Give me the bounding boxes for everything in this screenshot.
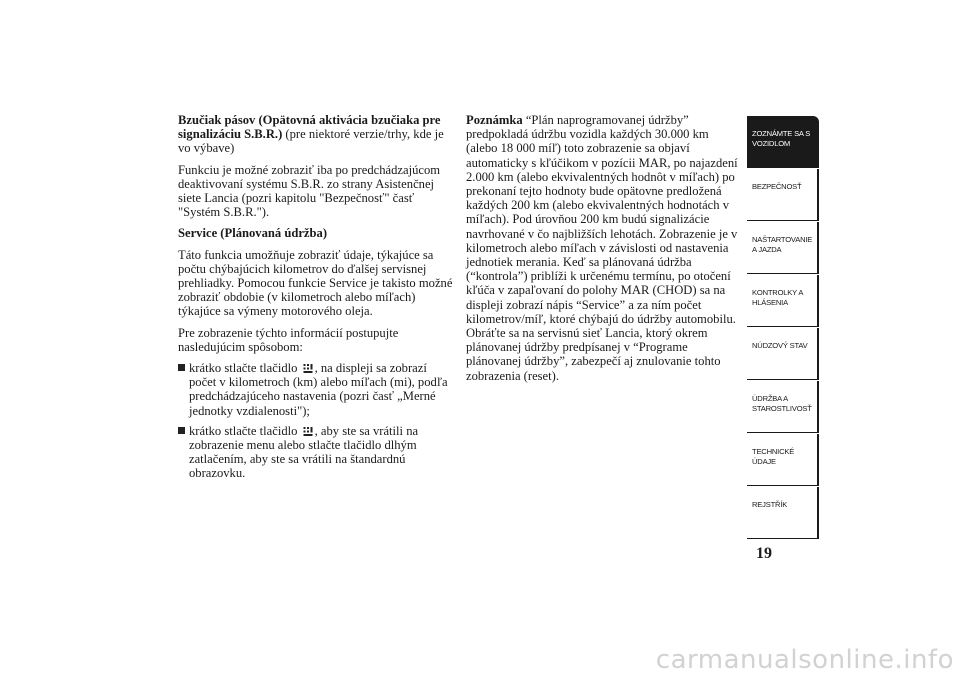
tab-label: KONTROLKY A HLÁSENIA: [752, 288, 804, 307]
note-label: Poznámka: [466, 113, 523, 127]
right-column: [466, 113, 738, 390]
sbr-buzzer-body: Funkciu je možné zobraziť iba po predchádzajúcom deaktivovaní systému S.B.R. zo strany Asistenčnej siete Lancia (pozri kapitolu "Bezpečnosť" časť "Systém S.B.R.").: [178, 162, 441, 220]
note-paragraph: [466, 113, 738, 383]
bullet-2-text-before: krátko stlačte tlačidlo: [189, 423, 301, 438]
square-bullet-icon: [178, 427, 185, 434]
tab-rejstrik[interactable]: [747, 487, 819, 539]
service-body: Táto funkcia umožňuje zobraziť údaje, týkajúce sa počtu chýbajúcich kilometrov do ďalšej servisnej prehliadky. Pomocou funkcie Service je takisto možné zobraziť obdobie (v kilometroch alebo míľach) týkajúce sa výmeny motorového oleja.: [178, 247, 453, 319]
tab-udrzba-a-starostlivost[interactable]: [747, 381, 819, 433]
tab-label: ZOZNÁMTE SA S VOZIDLOM: [752, 129, 811, 148]
tab-label: BEZPEČNOSŤ: [752, 182, 802, 191]
square-bullet-icon: [178, 364, 185, 371]
tab-label: TECHNICKÉ ÚDAJE: [752, 447, 795, 466]
tab-zoznamte-sa-s-vozidlom[interactable]: [747, 116, 819, 168]
tab-label: NAŠTARTOVANIE A JAZDA: [752, 235, 813, 254]
tab-bezpecnost[interactable]: [747, 169, 819, 221]
left-column: [178, 113, 453, 487]
sbr-buzzer-paragraph: [178, 113, 453, 156]
page-number: 19: [756, 545, 772, 562]
tab-technicke-udaje[interactable]: [747, 434, 819, 486]
menu-button-icon: [303, 426, 313, 437]
tab-nastartovanie-a-jazda[interactable]: [747, 222, 819, 274]
bullet-item-1: [178, 361, 453, 418]
tab-label: REJSTŘÍK: [752, 500, 788, 509]
bullet-1-text-before: krátko stlačte tlačidlo: [189, 361, 301, 376]
tab-label: NÚDZOVÝ STAV: [752, 341, 808, 350]
chapter-sidebar: [747, 116, 819, 540]
service-heading: Service (Plánovaná údržba): [178, 226, 328, 241]
bullet-2-text-after: , aby ste sa vrátili na zobrazenie menu alebo stlačte tlačidlo dlhým zatlačením, aby ste sa vrátili na štandardnú obrazovku.: [189, 423, 419, 481]
tab-label: ÚDRŽBA A STAROSTLIVOSŤ: [752, 394, 812, 413]
menu-button-icon: [303, 363, 313, 374]
bullet-item-2: [178, 424, 453, 481]
bullet-1-text-after: , na displeji sa zobrazí počet v kilometroch (km) alebo míľach (mi), podľa predchádzajúceho nastavenia (pozri časť „Merné jednotky vzdialenosti");: [189, 361, 448, 418]
sbr-buzzer-heading-note: (pre niektoré verzie/trhy, kde je vo výbave): [178, 127, 444, 156]
tab-kontrolky-a-hlasenia[interactable]: [747, 275, 819, 327]
tab-nudzovy-stav[interactable]: [747, 328, 819, 380]
sbr-buzzer-heading: Bzučiak pásov (Opätovná aktivácia bzučiaka pre signalizáciu S.B.R.): [178, 113, 441, 142]
note-body: “Plán naprogramovanej údržby” predpokladá údržbu vozidla každých 30.000 km (alebo 18 000 míľ) toto zobrazenie sa objaví automaticky s kľúčikom v pozícii MAR, po najazdení 2.000 km (alebo ekvivalentných hodnôt v míľach) po prekonaní tejto hodnoty bude opätovne predložená každých 200 km (alebo ekvivalentných hodnotách v míľach). Pod úrovňou 200 km budú signalizácie navrhované v čo najbližších lehotách. Zobrazenie je v kilometroch alebo míľach v závislosti od nastavenia jednotiek merania. Keď sa plánovaná údržba (“kontrola”) priblíži k určenému termínu, po otočení kľúča v zapaľovaní do polohy MAR (CHOD) sa na displeji zobrazí nápis “Service” a za ním počet kilometrov/míľ, ktoré chýbajú do údržby automobilu. Obráťte sa na servisnú sieť Lancia, ktorý okrem plánovanej údržby predpísanej v “Programe plánovanej údržby”, zabezpečí aj znulovanie tohto zobrazenia (reset).: [466, 113, 738, 383]
service-intro: Pre zobrazenie týchto informácií postupujte nasledujúcim spôsobom:: [178, 325, 399, 354]
watermark-text: carmanualsonline.info: [655, 645, 954, 675]
